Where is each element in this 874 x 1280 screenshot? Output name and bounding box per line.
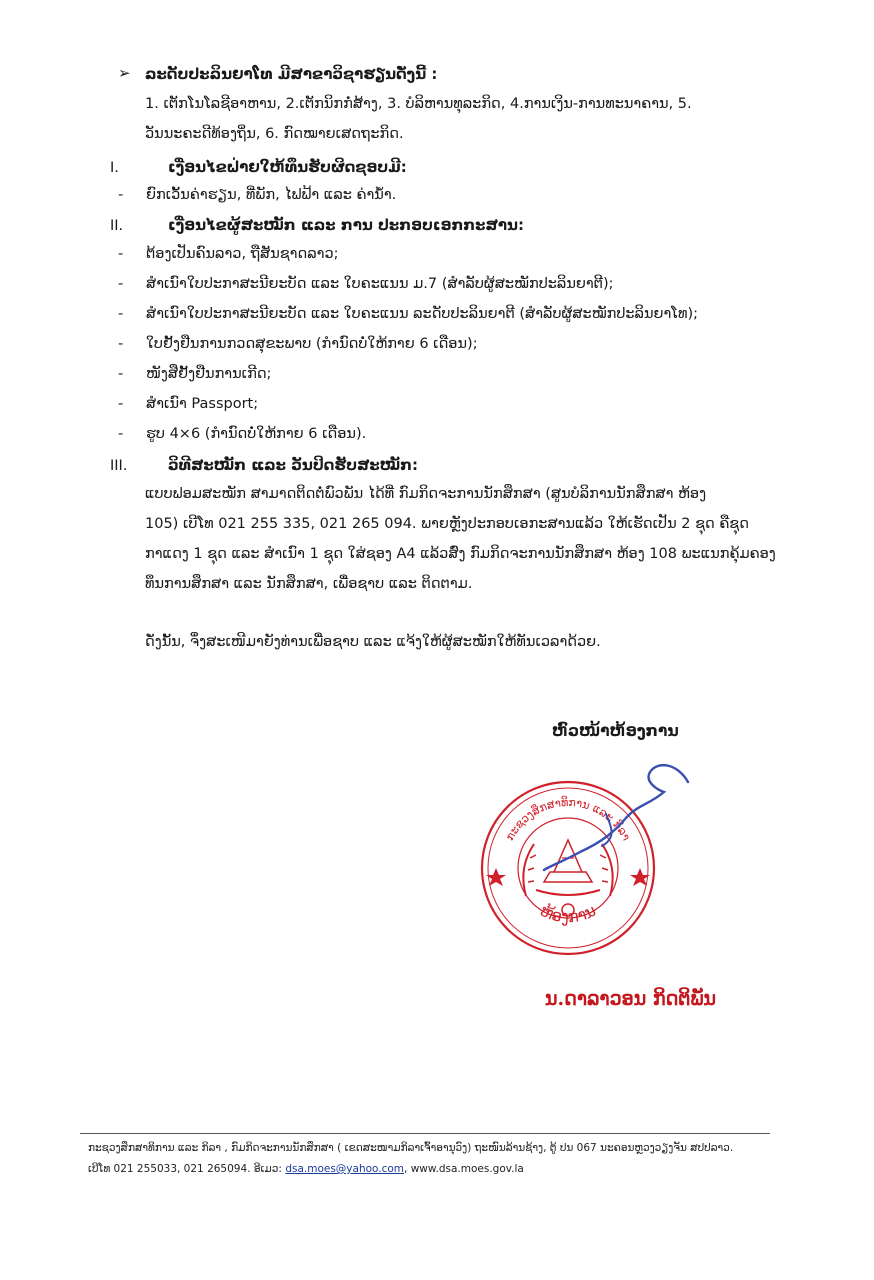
footer-phone: ເບີໂທ 021 255033, 021 265094. (88, 1163, 251, 1175)
section-3-numeral: III. (110, 458, 128, 474)
handwritten-signature-icon (540, 742, 700, 882)
arrow-bullet-icon: ➢ (118, 64, 131, 82)
section-3-line-1: ແບບຟອມສະໝັກ ສາມາດຕິດຕໍ່ພົວພັນ ໄດ້ທີ່ ກົມກິດຈະການນັກສຶກສາ (ສູນບໍລິການນັກສຶກສາ ຫ້ອງ (145, 486, 707, 502)
footer-website[interactable]: , www.dsa.moes.gov.la (404, 1163, 524, 1175)
section-1-numeral: I. (110, 160, 119, 176)
footer-email-label: ອີເມວ: (253, 1163, 282, 1175)
section-1-heading: ເງື່ອນໄຂຝ່າຍໃຫ້ທຶນຮັບຜິດຊອບມີ: (168, 158, 407, 176)
seal-bottom-text: ຫ້ອງການ (537, 900, 599, 927)
section-2-heading: ເງື່ອນໄຂຜູ້ສະໝັກ ແລະ ການ ປະກອບເອກກະສານ: (168, 216, 524, 234)
footer-contacts (88, 1163, 524, 1175)
levels-label: ລະດັບປະລິນຍາໂທ ມີສາຂາວິຊາຮຽນດັ່ງນີ້ : (145, 65, 438, 83)
levels-line-2: ວັນນະຄະດີທ້ອງຖິ່ນ, 6. ກົດໝາຍເສດຖະກິດ. (145, 126, 404, 142)
section-3-line-2: 105) ເບີໂທ 021 255 335, 021 265 094. ພາຍຫຼັງປະກອບເອກະສານແລ້ວ ໃຫ້ເຮັດເປັນ 2 ຊຸດ ຄືຊຸດ (145, 516, 749, 532)
footer-divider (80, 1133, 770, 1134)
signature-title: ຫົວໜ້າຫ້ອງການ (552, 722, 679, 740)
section-3-line-4: ທຶນການສຶກສາ ແລະ ນັກສຶກສາ, ເພື່ອຊາບ ແລະ ຕິດຕາມ. (145, 576, 473, 592)
section-2-numeral: II. (110, 218, 124, 234)
section-3-line-3: ກາແດງ 1 ຊຸດ ແລະ ສຳເນົາ 1 ຊຸດ ໃສ່ຊອງ A4 ແລ້ວສົ່ງ ກົມກິດຈະການນັກສຶກສາ ຫ້ອງ 108 ພະແນກຄຸ້ມຄອງ (145, 546, 776, 562)
closing-sentence: ດັ່ງນັ້ນ, ຈຶ່ງສະເໜີມາຍັງທ່ານເພື່ອຊາບ ແລະ ແຈ້ງໃຫ້ຜູ້ສະໝັກໃຫ້ທັນເວລາດ້ວຍ. (145, 634, 601, 650)
levels-line-1: 1. ເຕັກໂນໂລຊີອາຫານ, 2.ເຕັກນິກກໍ່ສ້າງ, 3. ບໍລິຫານທຸລະກິດ, 4.ການເງິນ-ການທະນາຄານ, 5. (145, 96, 692, 112)
document-page: ➢ ລະດັບປະລິນຍາໂທ ມີສາຂາວິຊາຮຽນດັ່ງນີ້ : 1. ເຕັກໂນໂລຊີອາຫານ, 2.ເຕັກນິກກໍ່ສ້າງ, 3. ບໍລິຫານທຸລະກິດ, 4.ການເງິນ-ການທະນາຄານ, 5. ວັນນະຄະດີທ້ອງຖິ່ນ, 6. ກົດໝາຍເສດຖະກິດ. I. ເງື່ອນໄຂຝ່າຍໃຫ້ທຶນຮັບຜິດຊອບມີ: - ຍົກເວັ້ນຄ່າຮຽນ, ທີ່ພັກ, ໄຟຟ້າ ແລະ ຄ່ານ້ຳ. II. ເງື່ອນໄຂຜູ້ສະໝັກ ແລະ ການ ປະກອບເອກກະສານ: - ຕ້ອງເປັນຄົນລາວ, ຖືສັນຊາດລາວ; - ສຳເນົາໃບປະກາສະນີຍະບັດ ແລະ ໃບຄະແນນ ມ.7 (ສຳລັບຜູ້ສະໝັກປະລິນຍາຕີ); - ສຳເນົາໃບປະກາສະນີຍະບັດ ແລະ ໃບຄະແນນ ລະດັບປະລິນຍາຕີ (ສຳລັບຜູ້ສະໝັກປະລິນຍາໂທ); - ໃບຢັ້ງຢືນການກວດສຸຂະພາບ (ກຳນົດບໍ່ໃຫ້ກາຍ 6 ເດືອນ); - ໜັງສືຢັ້ງຢືນການເກີດ; - ສຳເນົາ Passport; - ຮູບ 4×6 (ກຳນົດບໍ່ໃຫ້ກາຍ 6 ເດືອນ). III. ວິທີສະໝັກ ແລະ ວັນປິດຮັບສະໝັກ: ແບບຟອມສະໝັກ ສາມາດຕິດຕໍ່ພົວພັນ ໄດ້ທີ່ ກົມກິດຈະການນັກສຶກສາ (ສູນບໍລິການນັກສຶກສາ ຫ້ອງ 105) ເບີໂທ 021 255 335, 021 265 094. ພາຍຫຼັງປະກອບເອກະສານແລ້ວ ໃຫ້ເຮັດເປັນ 2 ຊຸດ ຄືຊຸດ ກາແດງ 1 ຊຸດ ແລະ ສຳເນົາ 1 ຊຸດ ໃສ່ຊອງ A4 ແລ້ວສົ່ງ ກົມກິດຈະການນັກສຶກສາ ຫ້ອງ 108 ພະແນກຄຸ້ມຄອງ ທຶນການສຶກສາ ແລະ ນັກສຶກສາ, ເພື່ອຊາບ ແລະ ຕິດຕາມ. ດັ່ງນັ້ນ, ຈຶ່ງສະເໜີມາຍັງທ່ານເພື່ອຊາບ ແລະ ແຈ້ງໃຫ້ຜູ້ສະໝັກໃຫ້ທັນເວລາດ້ວຍ. ຫົວໜ້າຫ້ອງການ ກະຊວງສຶກສາທິການ ແລະ ກິລາ ຫ້ອງການ ນ.ດາລາວອນ ກິດຕິພັນ ກະຊວງສຶກສາທິການ ແລະ ກິລາ , ກົມກິດຈະການນັກສຶກສາ ( ເຂດສະໜາມກິລາເຈົ້າອານຸວົງ) ຖະໜົນລ້ານຊ້າງ, ຕູ້ ປນ 067 ນະຄອນຫຼວງວຽງຈັນ ສປປລາວ. ເບີໂທ 021 255033, 021 265094. ອີເມວ: dsa.moes@yahoo.com, www.dsa.moes.gov.la (0, 0, 874, 1280)
footer-email-link[interactable]: dsa.moes@yahoo.com (285, 1163, 405, 1175)
signatory-name: ນ.ດາລາວອນ ກິດຕິພັນ (545, 988, 717, 1010)
footer-address: ກະຊວງສຶກສາທິການ ແລະ ກິລາ , ກົມກິດຈະການນັກສຶກສາ ( ເຂດສະໜາມກິລາເຈົ້າອານຸວົງ) ຖະໜົນລ້ານຊ້າງ, ຕູ້ ປນ 067 ນະຄອນຫຼວງວຽງຈັນ ສປປລາວ. (88, 1142, 734, 1154)
section-3-heading: ວິທີສະໝັກ ແລະ ວັນປິດຮັບສະໝັກ: (168, 456, 419, 474)
seal-top-text: ກະຊວງສຶກສາທິການ ແລະ ກິລາ (503, 795, 633, 843)
